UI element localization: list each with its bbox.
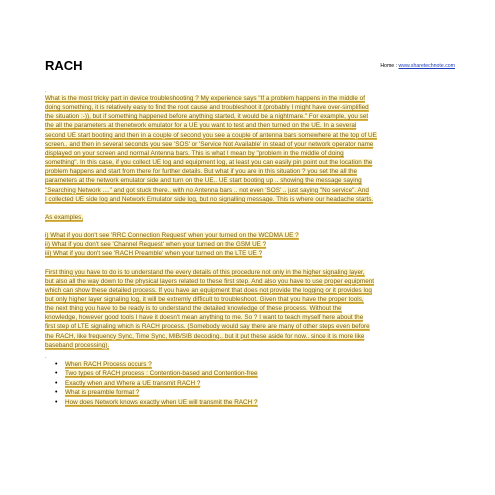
bullet-dot: . — [45, 353, 47, 360]
intro-line: parameters at the network emulator side and turn on the UE.. UE start booting up .. showing the message saying — [45, 177, 362, 185]
home-link-area — [380, 63, 455, 69]
body-line: knowledge, however good tools I have it doesn't mean anything to me. So ? I want to teach myself here about the — [45, 314, 364, 322]
intro-line: What is the most tricky part in device troubleshooting ? My experience says "If a problem happens in the middle of — [45, 95, 365, 102]
toc-link[interactable]: How does Network knows exactly when UE will transmit the RACH ? — [65, 398, 258, 406]
example-item: iii) What if you don't see 'RACH Preamble' when your turned on the LTE UE ? — [45, 250, 263, 258]
page-title: RACH — [45, 58, 83, 73]
bullet-dot: . — [45, 88, 47, 94]
intro-line: doing something, it is relatively easy to find the root cause and troubleshoot it (probably I might have over-simplified — [45, 104, 369, 112]
home-label: Home : — [380, 63, 399, 69]
body-line: First thing you have to do is to understand the every details of this procedure not only in the higher signaling layer, — [45, 268, 365, 276]
toc-link[interactable]: Two types of RACH process : Contention-based and Contention-free — [65, 370, 258, 378]
intro-line: the situation :-)), but if something happened before anything started, it would be a nightmare." For example, you set — [45, 113, 369, 121]
home-link[interactable]: www.sharetechnote.com — [398, 63, 455, 69]
page-header — [45, 0, 455, 78]
body-line: the next thing you have to be ready is to understand the detailed knowledge of these process. Without the — [45, 305, 342, 313]
example-item: i) What if you don't see 'RRC Connection Request' when your turned on the WCDMA UE ? — [45, 232, 299, 240]
intro-line: screen.. and then in several seconds you see 'SOS' or 'Service Not Available' in stead of your network operator name — [45, 140, 374, 148]
toc-link[interactable]: When RACH Process occurs ? — [65, 360, 152, 368]
document-page — [45, 0, 455, 407]
toc-item[interactable] — [65, 388, 455, 398]
body-paragraph — [45, 268, 455, 350]
intro-line: displayed on your screen and normal Antenna bars. This is what I mean by "problem in the middle of doing — [45, 149, 344, 157]
intro-line: problem happens and start from there for further details. But what if you are in this situation ? you set the all the — [45, 168, 358, 176]
body-line: first step of LTE signaling which is RACH process. (Somebody would say there are many of other steps even before — [45, 323, 370, 331]
intro-line: the all the parameters at thenetwork emulator for a UE you want to test and then turned on the UE. In a several — [45, 122, 357, 130]
intro-line: second UE start booting and then in a couple of second you see a couple of antenna bars somewhere at the top of UE — [45, 131, 377, 139]
example-item: ii) What if you don't see 'Channel Request' when your turned on the GSM UE ? — [45, 241, 267, 249]
body-line: but only higher layer signaling log, it will be extremly difficult to troubleshoot. Given that you have the proper tools, — [45, 295, 364, 303]
toc-item[interactable] — [65, 379, 455, 389]
body-line: but also all the way down to the physical layers related to these first step. And also you have to use proper equipment — [45, 277, 375, 285]
toc-link[interactable]: What is preamble format ? — [65, 389, 140, 397]
examples-list — [45, 231, 455, 258]
toc-item[interactable] — [65, 398, 455, 408]
body-line: baseband processing). — [45, 341, 110, 349]
toc-item[interactable] — [65, 369, 455, 379]
intro-line: I collected UE side log and Network Emulator side log, but no signalling message. This is where our headache starts. — [45, 195, 374, 203]
intro-line: "Searching Network ...." and got stuck there.. with no Antenna bars .. not even 'SOS' .. just saying "No service". And — [45, 186, 369, 194]
toc-item[interactable] — [65, 360, 455, 370]
body-line: the RACH, like frequency Sync, Time Sync, MIB/SIB decoding.. but it put these aside for now.. since it is more like — [45, 332, 365, 340]
body-line: which can show these detailed process. If you have an equipment that does not provide the logging or it provides log — [45, 286, 372, 294]
intro-line: something". In this case, if you collect UE log and equipment log, at least you can easily pin point out the location the — [45, 159, 373, 167]
toc-link[interactable]: Exactly when and Where a UE transmit RACH ? — [65, 379, 201, 387]
toc-list — [45, 360, 455, 408]
intro-paragraph — [45, 94, 455, 204]
examples-label: As examples, — [45, 213, 84, 221]
